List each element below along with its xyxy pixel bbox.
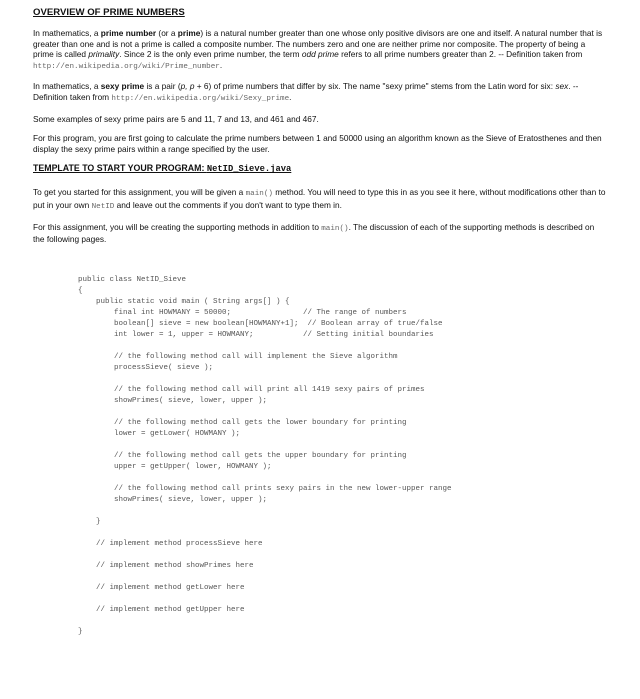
code-line [78, 473, 452, 484]
code-line: public class NetID_Sieve [78, 276, 187, 284]
text: + 6) of prime numbers that differ by six. The name "sexy prime" stems from the Latin word for six: [194, 81, 556, 92]
code-line [78, 440, 452, 451]
code-line: processSieve( sieve ); [78, 364, 214, 372]
code-netid: NetID [91, 202, 115, 211]
code-line: // implement method processSieve here [78, 540, 263, 548]
term-prime-number: prime number [100, 28, 157, 38]
code-line [78, 616, 452, 627]
code-line: // implement method getLower here [78, 584, 245, 592]
text: To get you started for this assignment, you will be given a [33, 187, 246, 198]
code-line [78, 572, 452, 583]
code-line: int lower = 1, upper = HOWMANY; // Setting initial boundaries [78, 331, 434, 339]
code-line [78, 528, 452, 539]
program-description-paragraph: For this program, you are first going to calculate the prime numbers between 1 and 50000 using an algorithm known as the Sieve of Eratosthenes and then display the sexy prime pairs within a range specified by the user. [33, 133, 602, 154]
template-heading-text: TEMPLATE TO START YOUR PROGRAM: [33, 163, 207, 174]
code-line: // the following method call will implement the Sieve algorithm [78, 353, 398, 361]
code-line: // the following method call gets the lower boundary for printing [78, 419, 407, 427]
text: refers to all prime numbers greater than 2. -- Definition taken from [338, 49, 583, 60]
code-line: public static void main ( String args[] ) { [78, 298, 290, 306]
document-page [33, 7, 608, 254]
code-line: boolean[] sieve = new boolean[HOWMANY+1]; // Boolean array of true/false [78, 320, 443, 328]
term-sexy-prime: sexy prime [100, 81, 145, 92]
term-p-pair: p, p [180, 81, 195, 92]
supporting-methods-paragraph [33, 222, 608, 245]
term-primality: primality [88, 49, 120, 60]
code-line: showPrimes( sieve, lower, upper ); [78, 397, 268, 405]
text: ) is a natural number greater than one whose only positive divisors are one and itself. A natural number that is greater than one and is not a prime is called a composite number. The numbers zero and one are neither prime nor composite. The property of being a prime is called [33, 28, 603, 60]
code-line: // implement method showPrimes here [78, 562, 254, 570]
template-file-name: NetID_Sieve.java [206, 164, 292, 175]
code-listing [78, 275, 452, 638]
prime-definition-paragraph [33, 28, 608, 72]
code-line: } [78, 628, 83, 636]
code-line: } [78, 518, 101, 526]
text: method. You will need to type this in as you see it here, without modifications other than to put in your own [33, 187, 606, 210]
code-line: // implement method getUpper here [78, 606, 245, 614]
text: In mathematics, a [33, 81, 101, 92]
template-heading [33, 163, 608, 175]
text: . [219, 59, 223, 70]
code-line [78, 341, 452, 352]
examples-paragraph: Some examples of sexy prime pairs are 5 and 11, 7 and 13, and 461 and 467. [33, 113, 319, 124]
code-main: main() [245, 190, 273, 199]
text: . [289, 91, 292, 102]
code-line: lower = getLower( HOWMANY ); [78, 430, 241, 438]
term-sex: sex [555, 81, 569, 92]
code-line: // the following method call gets the upper boundary for printing [78, 452, 407, 460]
code-main: main() [321, 224, 349, 233]
code-line [78, 550, 452, 561]
text: For this assignment, you will be creating the supporting methods in addition to [33, 221, 322, 232]
code-line [78, 407, 452, 418]
text: is a pair ( [144, 81, 181, 92]
instructions-paragraph [33, 187, 608, 212]
text: . -- Definition taken from [33, 81, 579, 102]
text: . The discussion of each of the supporting methods is described on the following pages. [33, 221, 595, 245]
code-line: showPrimes( sieve, lower, upper ); [78, 496, 268, 504]
code-line [78, 594, 452, 605]
page-title: OVERVIEW OF PRIME NUMBERS [33, 7, 185, 18]
sexy-prime-source-url[interactable]: http://en.wikipedia.org/wiki/Sexy_prime [111, 94, 290, 103]
code-line [78, 374, 452, 385]
code-line: final int HOWMANY = 50000; // The range of numbers [78, 309, 407, 317]
term-prime: prime [177, 28, 201, 38]
text: . Since 2 is the only even prime number, the term [119, 49, 302, 60]
text: In mathematics, a [33, 28, 101, 38]
code-line: // the following method call prints sexy pairs in the new lower-upper range [78, 485, 452, 493]
prime-source-url[interactable]: http://en.wikipedia.org/wiki/Prime_number [33, 62, 220, 71]
code-line: { [78, 287, 83, 295]
code-line [78, 506, 452, 517]
code-line: upper = getUpper( lower, HOWMANY ); [78, 463, 272, 471]
sexy-prime-definition-paragraph [33, 81, 608, 104]
text: and leave out the comments if you don't want to type them in. [114, 199, 342, 210]
text: (or a [156, 28, 178, 38]
term-odd-prime: odd prime [301, 49, 339, 60]
code-line: // the following method call will print all 1419 sexy pairs of primes [78, 386, 425, 394]
